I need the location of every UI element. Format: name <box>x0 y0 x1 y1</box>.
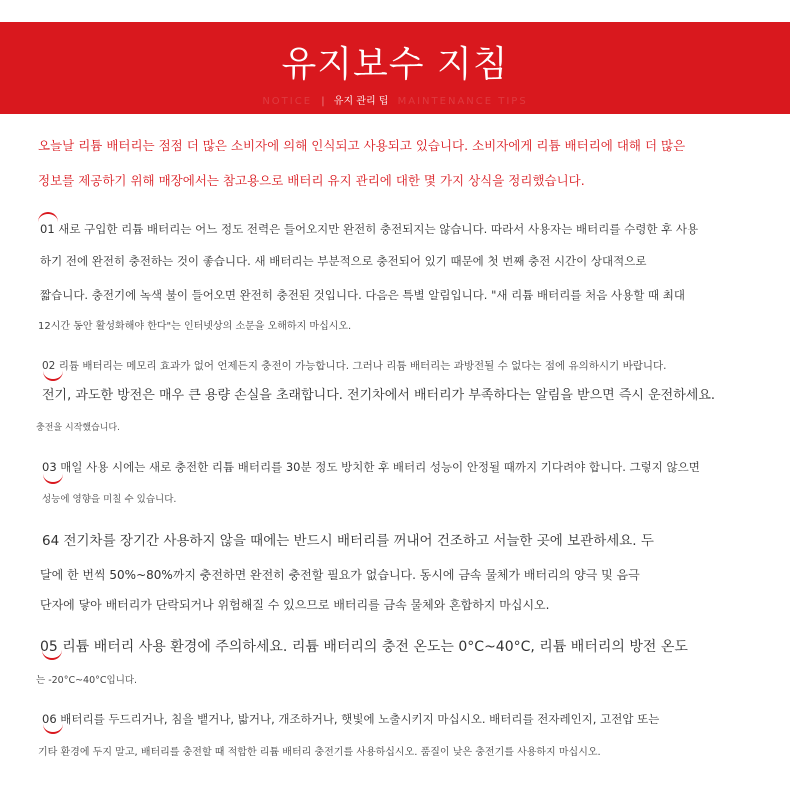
header-separator: | <box>321 96 325 107</box>
section-01-line-1: 01 새로 구입한 리튬 배터리는 어느 정도 전력은 들어오지만 완전히 충전되지는 않습니다. 따라서 사용자는 배터리를 수령한 후 사용 <box>40 222 699 236</box>
section-01-line-4: 12시간 동안 활성화해야 한다"는 인터넷상의 소문을 오해하지 마십시오. <box>38 321 352 332</box>
section-02-line-2: 전기, 과도한 방전은 매우 큰 용량 손실을 초래합니다. 전기차에서 배터리가 부족하다는 알림을 받으면 즉시 운전하세요. <box>42 388 716 403</box>
section-04-line-3: 단자에 닿아 배터리가 단락되거나 위험해질 수 있으므로 배터리를 금속 물체와 혼합하지 마십시오. <box>40 598 550 612</box>
section-03-line-1: 03 매일 사용 시에는 새로 충전한 리튬 배터리를 30분 정도 방치한 후 배터리 성능이 안정될 때까지 기다려야 합니다. 그렇지 않으면 <box>42 460 700 474</box>
section-02-line-3: 충전을 시작했습니다. <box>36 423 120 433</box>
section-01-line-3: 짧습니다. 충전기에 녹색 불이 들어오면 완전히 충전된 것입니다. 다음은 특별 알림입니다. "새 리튬 배터리를 처음 사용할 때 최대 <box>40 288 685 302</box>
header-subtitle-row <box>0 92 790 107</box>
section-05-line-1: 05 리튬 배터리 사용 환경에 주의하세요. 리튬 배터리의 충전 온도는 0°C~40°C, 리튬 배터리의 방전 온도 <box>40 639 688 655</box>
page-title: 유지보수 지침 <box>281 44 509 85</box>
section-03-marker-icon <box>43 472 63 484</box>
header-banner <box>0 22 790 114</box>
section-04-line-1: 64 전기차를 장기간 사용하지 않을 때에는 반드시 배터리를 꺼내어 건조하고 서늘한 곳에 보관하세요. 두 <box>42 533 654 549</box>
section-06-line-1: 06 배터리를 두드리거나, 침을 뱉거나, 밟거나, 개조하거나, 햇빛에 노출시키지 마십시오. 배터리를 전자레인지, 고전압 또는 <box>42 712 660 726</box>
section-01-line-2: 하기 전에 완전히 충전하는 것이 좋습니다. 새 배터리는 부분적으로 충전되어 있기 때문에 첫 번째 충전 시간이 상대적으로 <box>40 254 647 268</box>
section-04-line-2: 달에 한 번씩 50%~80%까지 충전하면 완전히 충전할 필요가 없습니다. 동시에 금속 물체가 배터리의 양극 및 음극 <box>40 568 640 582</box>
section-03-line-2: 성능에 영향을 미칠 수 있습니다. <box>42 494 177 505</box>
header-faint-text-right: MAINTENANCE TIPS <box>397 96 528 107</box>
section-05-line-2: 는 -20°C~40°C입니다. <box>36 675 138 686</box>
intro-line-2: 정보를 제공하기 위해 매장에서는 참고용으로 배터리 유지 관리에 대한 몇 가지 상식을 정리했습니다. <box>38 173 585 188</box>
header-faint-text-left: NOTICE <box>262 96 313 107</box>
section-06-line-2: 기타 환경에 두지 말고, 배터리를 충전할 때 적합한 리튬 배터리 충전기를 사용하십시오. 품질이 낮은 충전기를 사용하지 마십시오. <box>38 747 601 758</box>
section-06-marker-icon <box>43 722 63 734</box>
section-02-marker-icon <box>43 369 63 381</box>
section-02-line-1: 02 리튬 배터리는 메모리 효과가 없어 언제든지 충전이 가능합니다. 그러나 리튬 배터리는 과방전될 수 없다는 점에 유의하시기 바랍니다. <box>42 360 667 372</box>
header-subtitle: 유지 관리 팁 <box>333 96 389 107</box>
section-05-marker-icon <box>42 648 62 660</box>
intro-line-1: 오늘날 리튬 배터리는 점점 더 많은 소비자에 의해 인식되고 사용되고 있습니다. 소비자에게 리튬 배터리에 대해 더 많은 <box>38 138 686 153</box>
